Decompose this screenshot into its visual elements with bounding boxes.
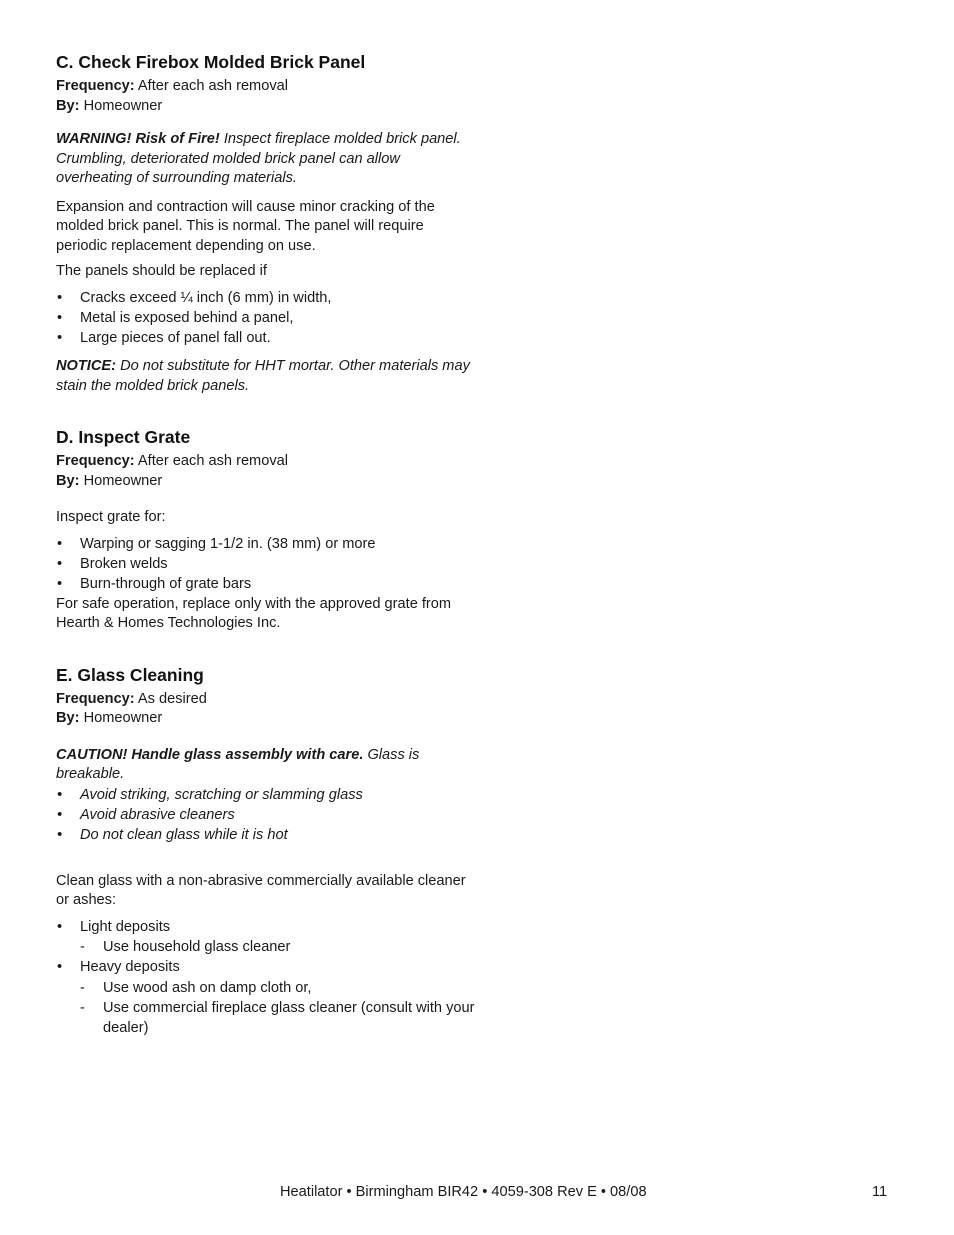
frequency-label: Frequency:	[56, 453, 135, 470]
by-line	[56, 97, 476, 117]
section-heading: E. Glass Cleaning	[56, 664, 204, 685]
sub-list-item: - Use wood ash on damp cloth or,	[56, 978, 476, 998]
by-line	[56, 472, 476, 492]
list-item: • Cracks exceed ¼ inch (6 mm) in width,	[56, 288, 476, 308]
by-value: Homeowner	[83, 97, 163, 114]
list-item: • Large pieces of panel fall out.	[56, 328, 476, 348]
frequency-value: After each ash removal	[137, 78, 288, 94]
paragraph: For safe operation, replace only with the approved grate from Hearth & Homes Technologies Inc.	[56, 595, 452, 632]
caution-label: CAUTION! Handle glass assembly with care.	[56, 746, 364, 763]
by-label: By:	[56, 472, 80, 489]
list-item	[56, 957, 476, 1038]
page-number: 11	[872, 1184, 888, 1200]
cleaning-list	[56, 917, 476, 1039]
notice-text: Do not substitute for HHT mortar. Other materials may stain the molded brick panels.	[56, 358, 470, 394]
by-value: Homeowner	[83, 710, 163, 727]
list-item: • Avoid abrasive cleaners	[56, 805, 476, 825]
bullet-list	[56, 288, 476, 349]
warning-label: WARNING! Risk of Fire!	[56, 131, 220, 147]
caution-note	[56, 746, 476, 785]
caution-bullet-list	[56, 785, 476, 846]
frequency-line	[56, 77, 476, 97]
frequency-label: Frequency:	[56, 78, 135, 94]
sub-list-item: - Use commercial fireplace glass cleaner (consult with your dealer)	[56, 998, 476, 1039]
section-check-firebox	[56, 51, 476, 396]
warning-note	[56, 130, 476, 189]
sub-list	[56, 937, 476, 957]
paragraph: The panels should be replaced if	[56, 263, 267, 279]
list-item	[56, 917, 476, 958]
paragraph: Clean glass with a non-abrasive commercially available cleaner or ashes:	[56, 872, 466, 909]
frequency-value: As desired	[137, 690, 207, 707]
list-item: • Do not clean glass while it is hot	[56, 825, 476, 845]
list-item: • Burn-through of grate bars	[56, 574, 476, 594]
paragraph: Expansion and contraction will cause minor cracking of the molded brick panel. This is normal. The panel will require periodic replacement depending on use.	[56, 198, 435, 254]
section-glass-cleaning	[56, 664, 476, 1039]
list-item-label: Heavy deposits	[80, 959, 180, 976]
list-item: • Avoid striking, scratching or slamming glass	[56, 785, 476, 805]
by-label: By:	[56, 97, 80, 114]
frequency-line	[56, 452, 476, 472]
frequency-label: Frequency:	[56, 690, 135, 707]
notice-label: NOTICE:	[56, 358, 116, 375]
caution-text: Glass is breakable.	[56, 746, 420, 783]
sub-list	[56, 978, 476, 1039]
sub-list-item: - Use household glass cleaner	[56, 937, 476, 957]
list-item: • Warping or sagging 1-1/2 in. (38 mm) or more	[56, 534, 476, 554]
warning-text: Inspect fireplace molded brick panel. Crumbling, deteriorated molded brick panel can allow overheating of surrounding materials.	[56, 131, 461, 186]
list-item: • Broken welds	[56, 554, 476, 574]
by-value: Homeowner	[83, 472, 163, 489]
content-column	[56, 51, 476, 1038]
bullet-list	[56, 534, 476, 595]
section-heading: D. Inspect Grate	[56, 427, 191, 448]
by-label: By:	[56, 710, 80, 727]
frequency-line	[56, 690, 476, 710]
list-item: • Metal is exposed behind a panel,	[56, 308, 476, 328]
footer-text: Heatilator • Birmingham BIR42 • 4059-308 Rev E • 08/08	[280, 1184, 647, 1200]
frequency-value: After each ash removal	[137, 453, 288, 470]
section-heading: C. Check Firebox Molded Brick Panel	[56, 52, 366, 72]
notice-note	[56, 357, 476, 396]
by-line	[56, 709, 476, 729]
paragraph: Inspect grate for:	[56, 509, 166, 526]
section-inspect-grate	[56, 426, 476, 633]
list-item-label: Light deposits	[80, 918, 171, 935]
